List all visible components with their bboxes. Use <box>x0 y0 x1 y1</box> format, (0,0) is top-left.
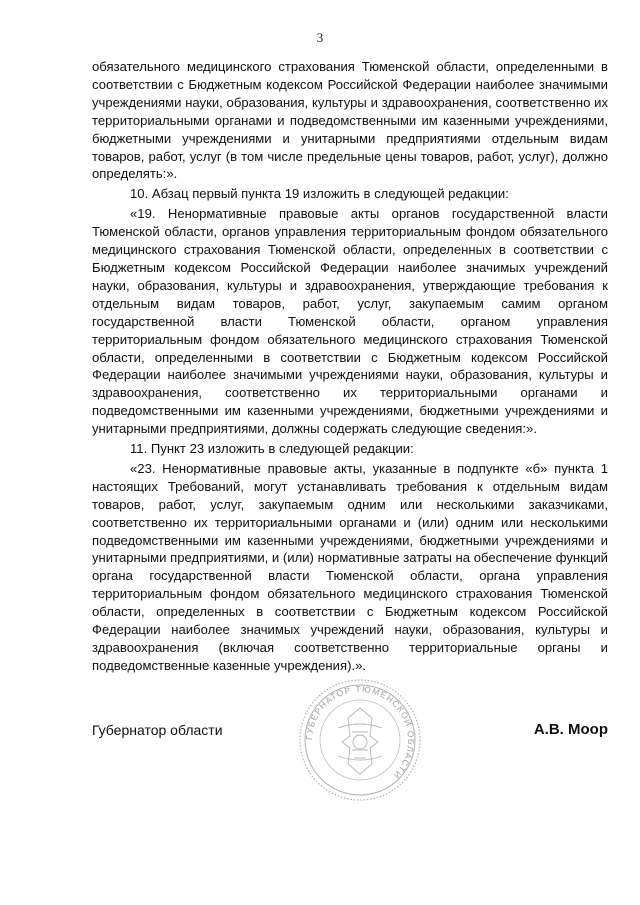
paragraph-clause-19: «19. Ненормативные правовые акты органов государственной власти Тюменской области, органов управления территориальным фондом обязательного медицинского страхования Тюменской области, определенных в соответствии с Бюджетным кодексом Российской Федерации наиболее значимых учреждений науки, образования, культуры и здравоохранения, утверждающие требования к отдельным видам товаров, работ, услуг, закупаемым самим органом государственной власти Тюменской области, органом управления территориальным фондом обязательного медицинского страхования Тюменской области, определенными в соответствии с Бюджетным кодексом Российской Федерации наиболее значимыми учреждениями науки, образования, культуры и здравоохранения, соответственно их территориальными органами и подведомственными им казенными учреждениями, бюджетными учреждениями и унитарными предприятиями, должны содержать следующие сведения:». <box>92 206 608 437</box>
signatory-name: А.В. Моор <box>533 721 608 738</box>
document-body <box>92 58 608 675</box>
paragraph-clause-23: «23. Ненормативные правовые акты, указанные в подпункте «б» пункта 1 настоящих Требований, могут устанавливать требования к отдельным видам товаров, работ, услуг, закупаемым одним или несколькими заказчиками, соответственно их территориальными органами и (или) одним или несколькими подведомственными им казенными учреждениями, бюджетными учреждениями и унитарными предприятиями, и (или) нормативные затраты на обеспечение функций органа государственной власти Тюменской области, органа управления территориальным фондом обязательного медицинского страхования Тюменской области, определенных в соответствии с Бюджетным кодексом Российской Федерации наиболее значимых учреждений науки, образования, культуры и здравоохранения (включая соответственно территориальные органы и подведомственные казенные учреждения).». <box>92 460 608 673</box>
paragraph-item-11: 11. Пункт 23 изложить в следующей редакции: <box>130 441 414 457</box>
seal-text: ГУБЕРНАТОР ТЮМЕНСКОЙ ОБЛАСТИ <box>303 683 417 782</box>
paragraph-item-10: 10. Абзац первый пункта 19 изложить в следующей редакции: <box>130 186 509 202</box>
signature-block <box>92 718 608 742</box>
signatory-position: Губернатор области <box>92 722 223 738</box>
paragraph-continuation: обязательного медицинского страхования Тюменской области, определенными в соответствии с Бюджетным кодексом Российской Федерации наиболее значимыми учреждениями науки, образования, культуры и здравоохранения, соответственно их территориальными органами и подведомственными им казенными учреждениями, бюджетными учреждениями и унитарными предприятиями отдельным видам товаров, работ, услуг (в том числе предельные цены товаров, работ, услуг), должно определять:». <box>92 59 608 182</box>
page-number: 3 <box>316 30 324 45</box>
